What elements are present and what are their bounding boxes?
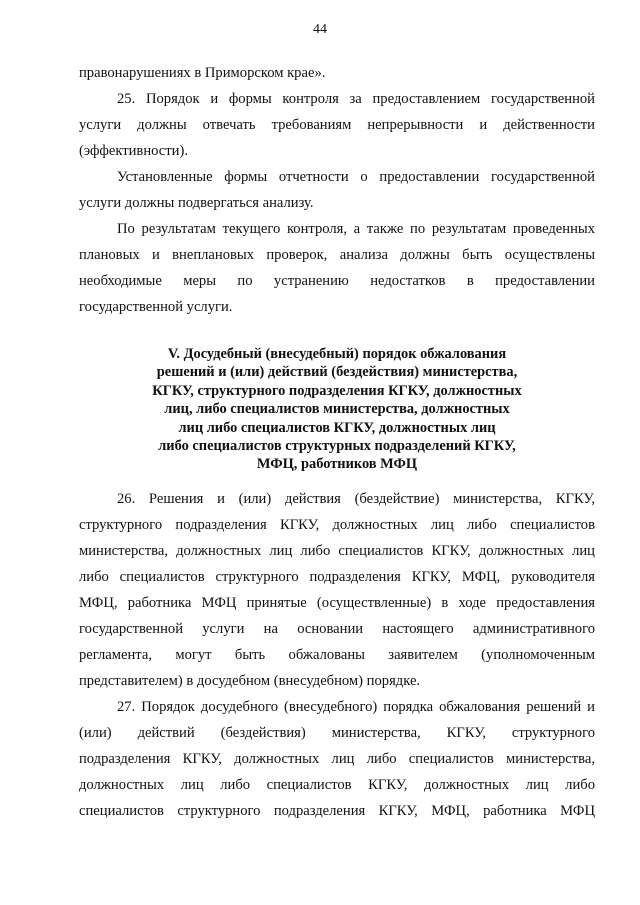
paragraph-26-line: либо специалистов структурного подразделения КГКУ, МФЦ, руководителя	[79, 569, 595, 585]
paragraph-26-line: 26. Решения и (или) действия (бездействие) министерства, КГКУ,	[117, 491, 595, 507]
paragraph-27-line: должностных лиц либо специалистов КГКУ, должностных лиц либо	[79, 777, 595, 793]
paragraph-25-line: 25. Порядок и формы контроля за предоставлением государственной	[117, 91, 595, 107]
paragraph-26-line: министерства, должностных лиц либо специалистов КГКУ, должностных лиц	[79, 543, 595, 559]
heading-line: либо специалистов структурных подразделений КГКУ,	[158, 438, 516, 455]
heading-line: лиц либо специалистов КГКУ, должностных лиц	[178, 419, 496, 436]
heading-line: решений и (или) действий (бездействия) министерства,	[156, 364, 518, 381]
paragraph-26-line: структурного подразделения КГКУ, должностных лиц либо специалистов	[79, 517, 595, 533]
text-line: правонарушениях в Приморском крае».	[79, 65, 326, 81]
heading-line: КГКУ, структурного подразделения КГКУ, должностных	[152, 382, 522, 399]
heading-line: лиц, либо специалистов министерства, должностных	[164, 401, 510, 418]
paragraph-results-line: необходимые меры по устранению недостатков в предоставлении	[79, 273, 595, 289]
section-heading	[79, 345, 595, 474]
paragraph-27-line: (или) действий (бездействия) министерства, КГКУ, структурного	[79, 725, 595, 741]
paragraph-25-line: (эффективности).	[79, 143, 188, 159]
paragraph-27-line: 27. Порядок досудебного (внесудебного) порядка обжалования решений и	[117, 699, 595, 715]
paragraph-26-line: государственной услуги на основании настоящего административного	[79, 621, 595, 637]
heading-line: МФЦ, работников МФЦ	[256, 456, 418, 473]
heading-line: V. Досудебный (внесудебный) порядок обжалования	[167, 346, 507, 362]
paragraph-26-line: МФЦ, работника МФЦ принятые (осуществленные) в ходе предоставления	[79, 595, 595, 611]
paragraph-26-line: регламента, могут быть обжалованы заявителем (уполномоченным	[79, 647, 595, 663]
paragraph-25-line: услуги должны отвечать требованиям непрерывности и действенности	[79, 117, 595, 133]
paragraph-26-line: представителем) в досудебном (внесудебном) порядке.	[79, 673, 421, 689]
paragraph-27-line: подразделения КГКУ, должностных лиц либо специалистов министерства,	[79, 751, 595, 767]
section-control-requirements	[79, 60, 595, 320]
paragraph-results-line: плановых и внеплановых проверок, анализа должны быть осуществлены	[79, 247, 595, 263]
paragraph-results-line: государственной услуги.	[79, 299, 233, 315]
page-number: 44	[313, 22, 327, 37]
section-appeal-procedure	[79, 486, 595, 824]
paragraph-27-line: специалистов структурного подразделения КГКУ, МФЦ, работника МФЦ	[79, 803, 595, 819]
paragraph-reporting-line: Установленные формы отчетности о предоставлении государственной	[117, 169, 595, 185]
paragraph-reporting-line: услуги должны подвергаться анализу.	[79, 195, 314, 211]
paragraph-results-line: По результатам текущего контроля, а также по результатам проведенных	[117, 221, 595, 237]
